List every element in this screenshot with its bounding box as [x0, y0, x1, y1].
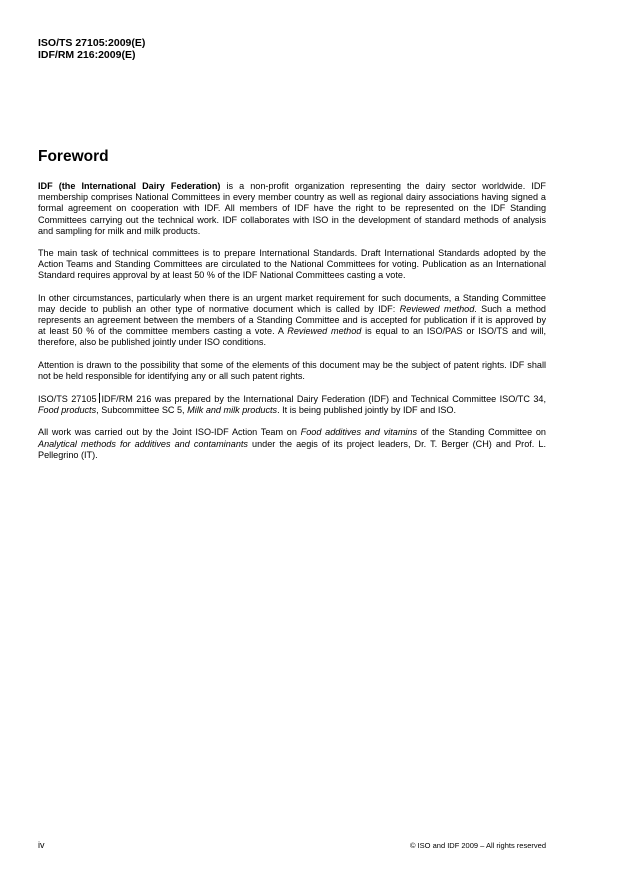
foreword-body [38, 181, 546, 472]
paragraph-preparation: ISO/TS 27105 IDF/RM 216 was prepared by the International Dairy Federation (IDF) and Technical Committee ISO/TC 34, Food products, Subcommittee SC 5, Milk and milk products. It is being published jointly by IDF and ISO. [38, 394, 546, 416]
page-number: iv [38, 840, 45, 850]
document-header [38, 37, 145, 61]
paragraph-technical-committees: The main task of technical committees is to prepare International Standards. Draft International Standards adopted by the Action Teams and Standing Committees are circulated to the National Committees for voting. Publication as an International Standard requires approval by at least 50 % of the IDF National Committees casting a vote. [38, 248, 546, 281]
paragraph-work-carried-out: All work was carried out by the Joint ISO-IDF Action Team on Food additives and vitamins of the Standing Committee on Analytical methods for additives and contaminants under the aegis of its project leaders, Dr. T. Berger (CH) and Prof. L. Pellegrino (IT). [38, 427, 546, 460]
separator-bar [99, 393, 100, 403]
copyright-notice: © ISO and IDF 2009 – All rights reserved [409, 841, 546, 850]
page-title: Foreword [38, 148, 109, 165]
idf-name-bold: IDF (the International Dairy Federation) [38, 181, 221, 191]
header-idf-number: IDF/RM 216:2009(E) [38, 49, 136, 61]
header-iso-number: ISO/TS 27105:2009(E) [38, 37, 146, 49]
paragraph-reviewed-method: In other circumstances, particularly when there is an urgent market requirement for such documents, a Standing Committee may decide to publish an other type of normative document which is called by IDF: Reviewed method. Such a method represents an agreement between the members of a Standing Committee and is accepted for publication if it is approved by at least 50 % of the committee members casting a vote. A Reviewed method is equal to an ISO/PAS or ISO/TS and will, therefore, also be published jointly under ISO conditions. [38, 292, 546, 348]
paragraph-patent-rights: Attention is drawn to the possibility that some of the elements of this document may be the subject of patent rights. IDF shall not be held responsible for identifying any or all such patent rights. [38, 359, 546, 381]
paragraph-idf-intro: IDF (the International Dairy Federation) is a non-profit organization representing the dairy sector worldwide. IDF membership comprises National Committees in every member country as well as regional dairy associations having signed a formal agreement on cooperation with IDF. All members of IDF have the right to be represented on the IDF Standing Committees carrying out the technical work. IDF collaborates with ISO in the development of standard methods of analysis and sampling for milk and milk products. [38, 181, 546, 236]
